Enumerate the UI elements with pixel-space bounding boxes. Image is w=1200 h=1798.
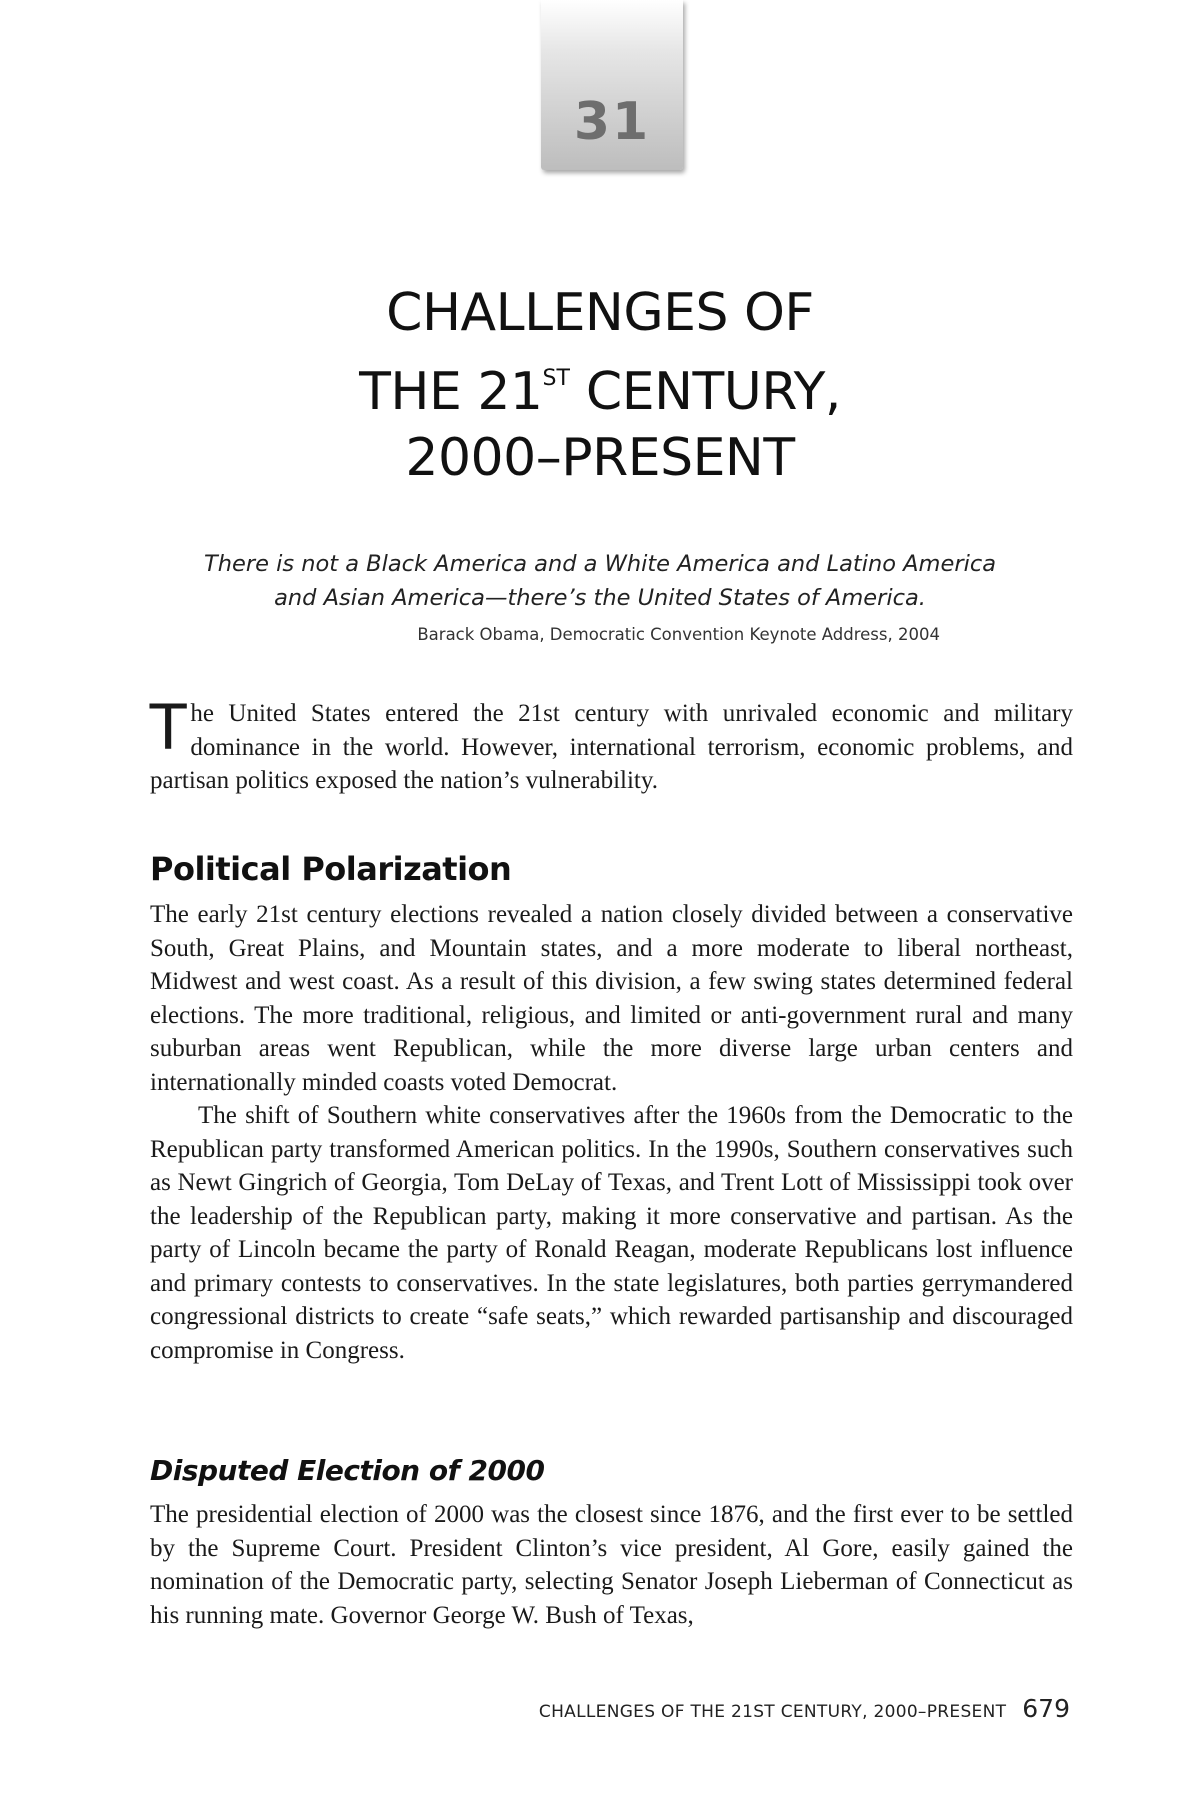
paragraph: The early 21st century elections revealed a nation closely divided between a conservative South, Great Plains, and Mountain states, and a more moderate to liberal northeast, Midwest and west coast. As a result of this division, a few swing states determined federal elections. The more traditional, religious, and limited or anti-government rural and many suburban areas went Republican, while the more diverse large urban centers and internationally minded coasts voted Democrat.	[150, 901, 1073, 1096]
chapter-title	[150, 280, 1050, 491]
running-title: CHALLENGES OF THE 21ST CENTURY, 2000–PRESENT	[538, 1702, 1007, 1722]
epigraph-quote: There is not a Black America and a White America and Latino America and Asian America—there’s the United States of America.	[204, 551, 996, 611]
title-line-2: THE 21ST CENTURY,	[359, 362, 841, 422]
epigraph-attribution: Barack Obama, Democratic Convention Keynote Address, 2004	[417, 625, 940, 644]
intro-paragraph: The United States entered the 21st century with unrivaled economic and military dominance in the world. However, international terrorism, economic problems, and partisan politics exposed the nation’s vulnerability.	[148, 689, 1073, 794]
title-superscript: ST	[542, 366, 570, 391]
chapter-number: 31	[573, 92, 651, 152]
section-disputed-body	[150, 1498, 1073, 1632]
paragraph: The presidential election of 2000 was the closest since 1876, and the first ever to be settled by the Supreme Court. President Clinton’s vice president, Al Gore, easily gained the nomination of the Democratic party, selecting Senator Joseph Lieberman of Connecticut as his running mate. Governor George W. Bush of Texas,	[150, 1501, 1073, 1629]
title-line-1: CHALLENGES OF	[386, 283, 814, 343]
section-heading-political-polarization: Political Polarization	[150, 850, 512, 888]
drop-cap: T	[148, 689, 189, 763]
section-political-body	[150, 898, 1073, 1367]
section-heading-disputed-election: Disputed Election of 2000	[150, 1454, 545, 1487]
chapter-tab	[541, 0, 683, 170]
page-footer	[539, 1694, 1070, 1723]
paragraph: The shift of Southern white conservatives after the 1960s from the Democratic to the Republican party transformed American politics. In the 1990s, Southern conservatives such as Newt Gingrich of Georgia, Tom DeLay of Texas, and Trent Lott of Mississippi took over the leadership of the Republican party, making it more conservative and partisan. As the party of Lincoln became the party of Ronald Reagan, moderate Republicans lost influence and primary contests to conservatives. In the state legislatures, both parties gerrymandered congressional districts to create “safe seats,” which rewarded partisanship and discouraged compromise in Congress.	[150, 1102, 1073, 1364]
title-line-3: 2000–PRESENT	[405, 428, 795, 488]
page-number: 679	[1022, 1694, 1070, 1723]
